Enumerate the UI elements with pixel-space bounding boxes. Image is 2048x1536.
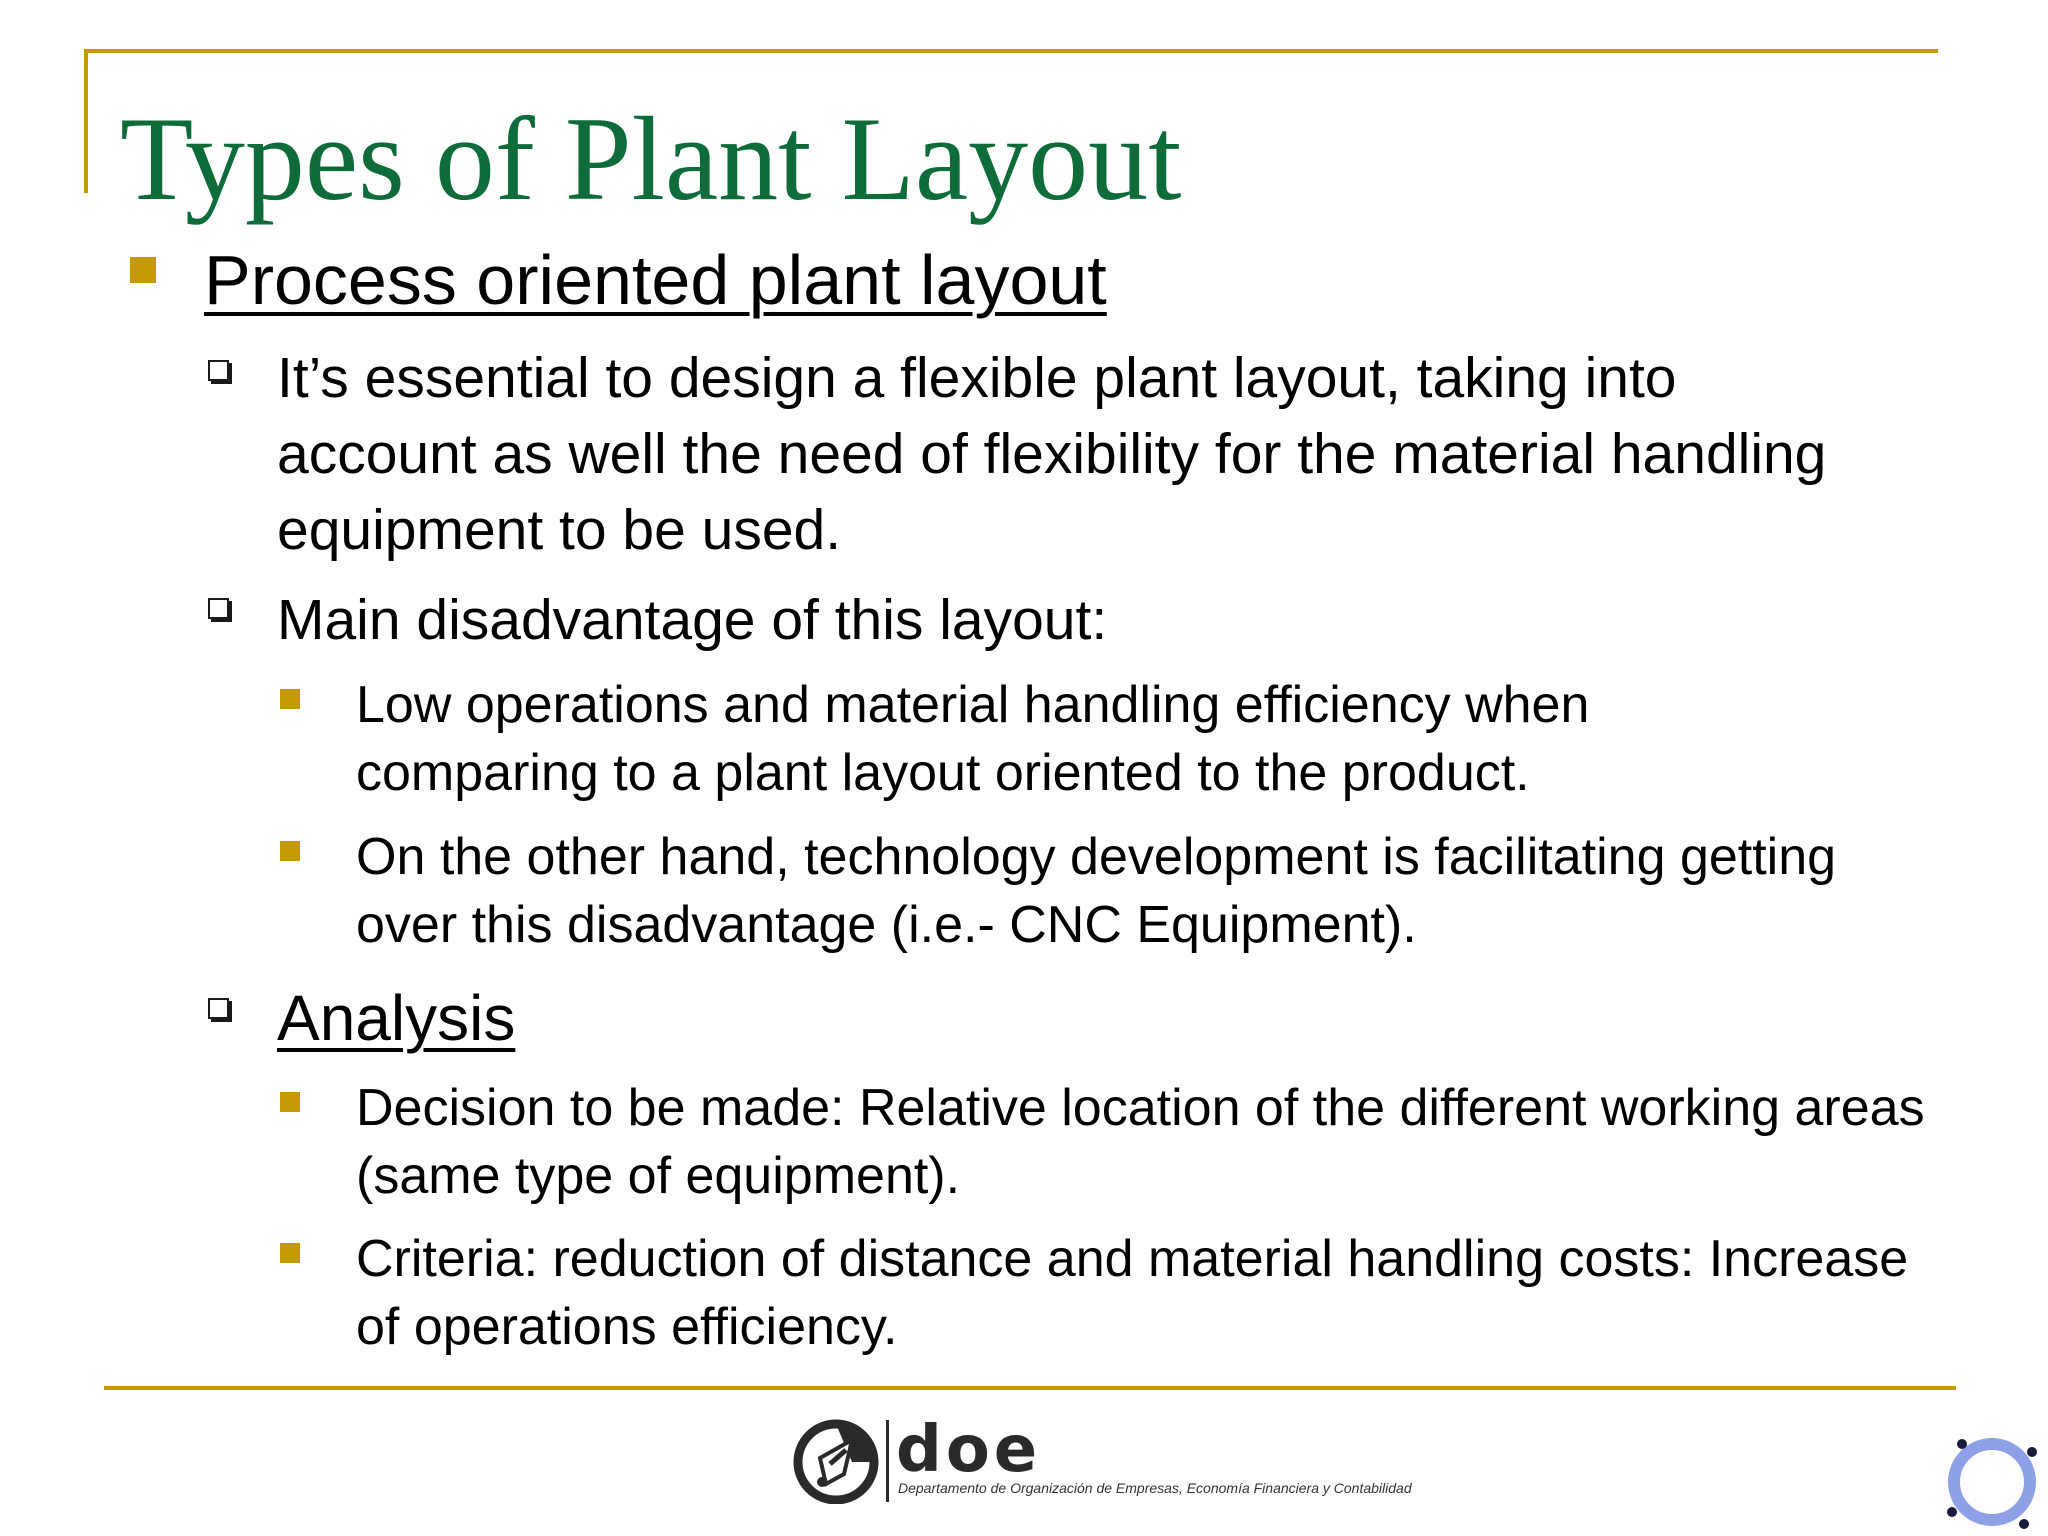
filled-square-icon	[280, 841, 300, 861]
bullet-point-analysis: Analysis	[277, 982, 516, 1054]
sub-point-decision: Decision to be made: Relative location of the different working areas (same type of equipment).	[356, 1079, 1925, 1205]
hollow-square-icon	[208, 598, 229, 619]
top-border-line	[84, 49, 1938, 53]
sub-point-low-efficiency: Low operations and material handling efficiency when comparing to a plant layout oriented to the product.	[356, 676, 1590, 802]
hollow-square-icon	[208, 360, 229, 381]
filled-square-icon	[280, 689, 300, 709]
filled-square-icon	[130, 257, 156, 283]
ring-icon	[1944, 1430, 2040, 1530]
hollow-square-icon	[208, 998, 229, 1019]
logo-caption: Departamento de Organización de Empresas, Economía Financiera y Contabilidad	[898, 1480, 1412, 1496]
section-heading: Process oriented plant layout	[204, 241, 1107, 319]
sub-point-technology-development: On the other hand, technology development is facilitating getting over this disadvantage (i.e.- CNC Equipment).	[356, 828, 1837, 954]
logo-wordmark: doe	[896, 1413, 1042, 1487]
left-border-line	[84, 49, 88, 193]
slide-title: Types of Plant Layout	[120, 92, 1182, 225]
bottom-divider-line	[104, 1386, 1956, 1390]
bullet-point-flexible-layout: It’s essential to design a flexible plant layout, taking into account as well the need of flexibility for the material handling equipment to be used.	[277, 346, 1827, 562]
sub-point-criteria: Criteria: reduction of distance and material handling costs: Increase of operations efficiency.	[356, 1230, 1909, 1356]
pencil-circle-icon	[798, 1424, 874, 1500]
logo-separator	[886, 1420, 889, 1502]
bullet-point-main-disadvantage: Main disadvantage of this layout:	[277, 588, 1108, 652]
filled-square-icon	[280, 1243, 300, 1263]
filled-square-icon	[280, 1092, 300, 1112]
